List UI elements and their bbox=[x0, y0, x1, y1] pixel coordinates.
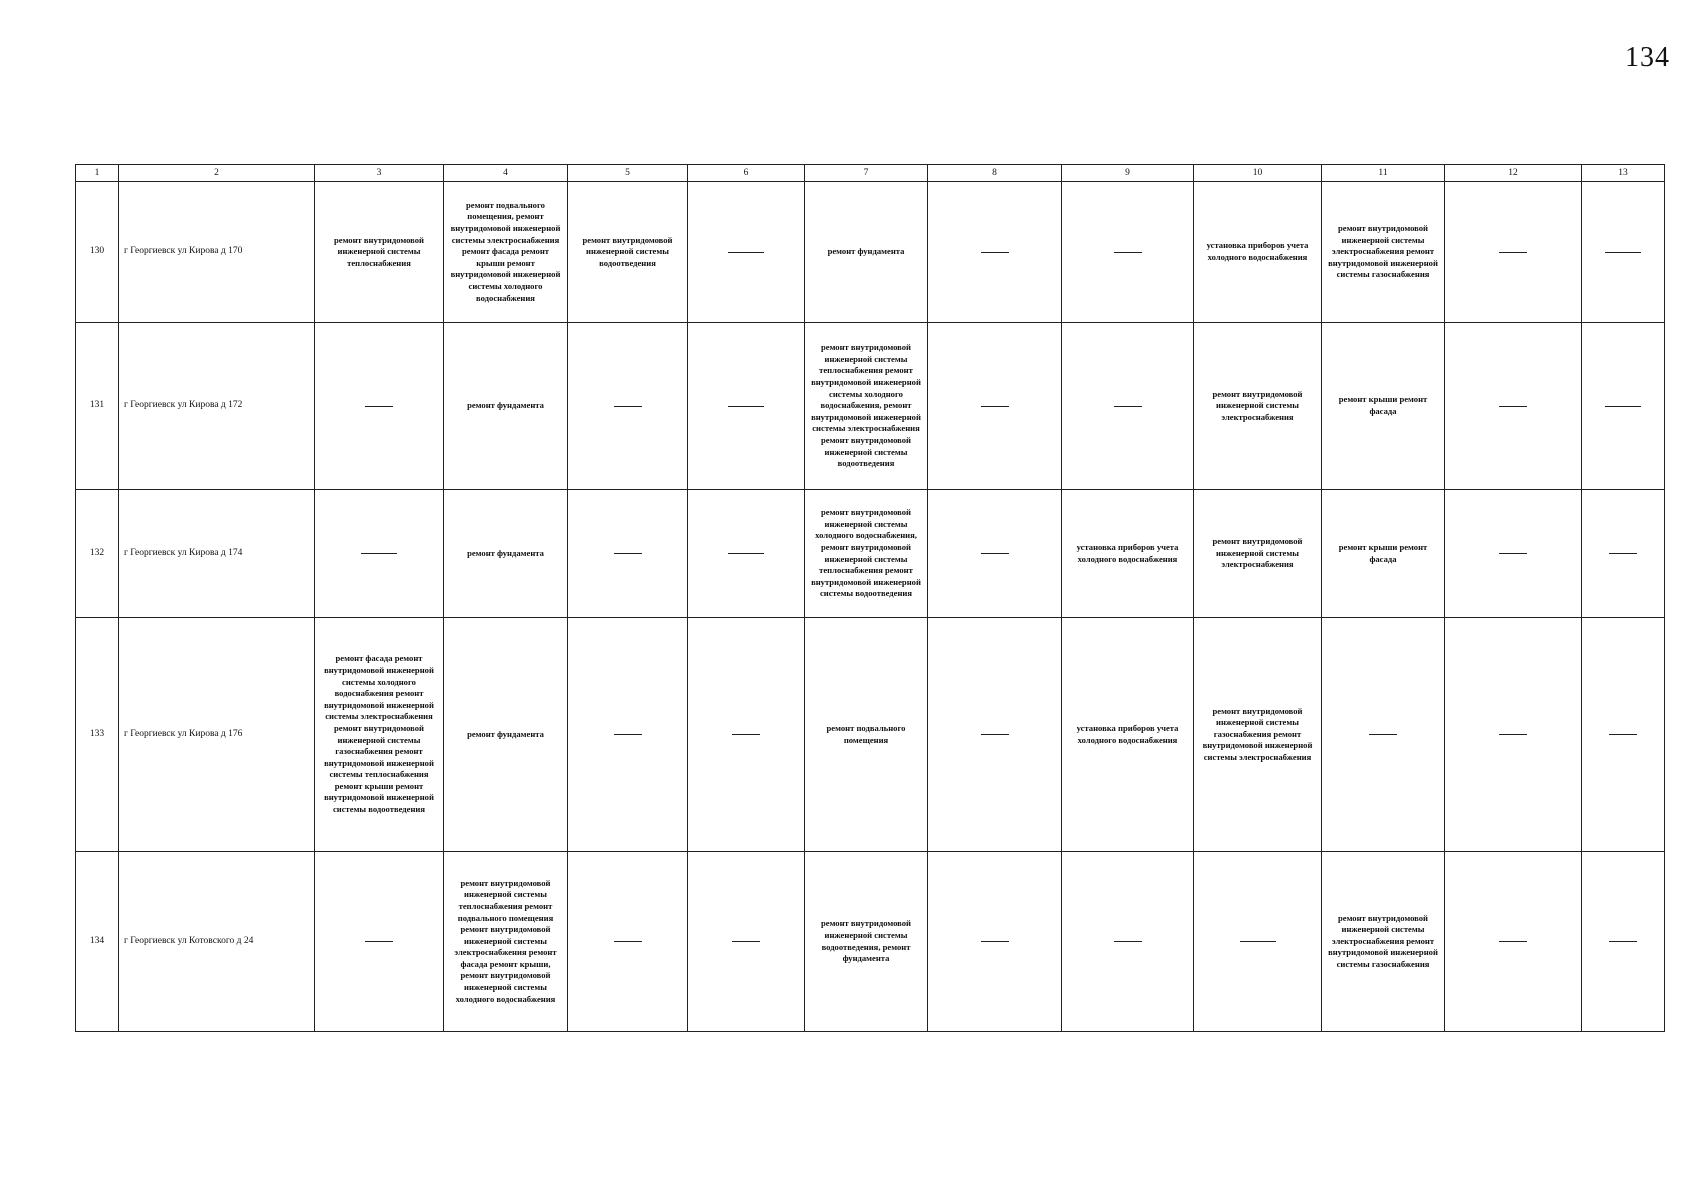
empty-dash-icon bbox=[1114, 406, 1142, 407]
empty-dash-icon bbox=[1369, 734, 1397, 735]
row-address: г Георгиевск ул Кирова д 172 bbox=[119, 323, 315, 490]
header-cell-13: 13 bbox=[1582, 165, 1665, 182]
header-cell-11: 11 bbox=[1322, 165, 1445, 182]
empty-dash-icon bbox=[1499, 734, 1527, 735]
empty-dash-icon bbox=[981, 252, 1009, 253]
work-cell-col-7 bbox=[805, 182, 928, 323]
empty-dash-icon bbox=[1609, 941, 1637, 942]
work-cell-col-5 bbox=[568, 618, 688, 852]
work-cell-col-10 bbox=[1194, 852, 1322, 1032]
header-row bbox=[76, 165, 1665, 182]
work-cell-col-5 bbox=[568, 182, 688, 323]
header-cell-1: 1 bbox=[76, 165, 119, 182]
work-description: ремонт крыши ремонт фасада bbox=[1338, 541, 1428, 564]
empty-dash-icon bbox=[614, 734, 642, 735]
empty-dash-icon bbox=[1114, 252, 1142, 253]
work-cell-col-3 bbox=[315, 490, 444, 618]
row-number: 131 bbox=[76, 323, 119, 490]
row-address: г Георгиевск ул Котовского д 24 bbox=[119, 852, 315, 1032]
empty-dash-icon bbox=[1609, 553, 1637, 554]
work-description: ремонт внутридомовой инженерной системы теплоснабжения ремонт внутридомовой инженерной системы холодного водоснабжения, ремонт внутридомовой инженерной системы электроснабжения ремонт внутридомовой инженерной системы водоотведения bbox=[811, 342, 921, 469]
work-description: ремонт внутридомовой инженерной системы газоснабжения ремонт внутридомовой инженерной системы электроснабжения bbox=[1202, 705, 1313, 762]
work-description: ремонт внутридомовой инженерной системы теплоснабжения ремонт подвального помещения ремонт внутридомовой инженерной системы электроснабжения ремонт фасада ремонт крыши, ремонт внутридомовой инженерной системы холодного водоснабжения bbox=[454, 877, 557, 1004]
work-cell-col-4 bbox=[444, 618, 568, 852]
work-cell-col-10 bbox=[1194, 618, 1322, 852]
work-cell-col-8 bbox=[928, 490, 1062, 618]
work-description: ремонт внутридомовой инженерной системы электроснабжения bbox=[1212, 536, 1303, 570]
row-address: г Георгиевск ул Кирова д 170 bbox=[119, 182, 315, 323]
row-address: г Георгиевск ул Кирова д 176 bbox=[119, 618, 315, 852]
work-cell-col-7 bbox=[805, 618, 928, 852]
work-cell-col-9 bbox=[1062, 852, 1194, 1032]
repair-schedule-table bbox=[75, 164, 1665, 1032]
work-description: ремонт внутридомовой инженерной системы водоотведения bbox=[582, 234, 673, 268]
work-cell-col-9 bbox=[1062, 182, 1194, 323]
work-description: ремонт внутридомовой инженерной системы водоотведения, ремонт фундамента bbox=[820, 918, 912, 964]
work-cell-col-12 bbox=[1445, 618, 1582, 852]
work-description: ремонт внутридомовой инженерной системы холодного водоснабжения, ремонт внутридомовой инженерной системы теплоснабжения ремонт внутридомовой инженерной системы водоотведения bbox=[811, 507, 921, 599]
table-row bbox=[76, 490, 1665, 618]
work-cell-col-12 bbox=[1445, 323, 1582, 490]
work-cell-col-11 bbox=[1322, 490, 1445, 618]
header-cell-7: 7 bbox=[805, 165, 928, 182]
work-cell-col-7 bbox=[805, 323, 928, 490]
row-number: 132 bbox=[76, 490, 119, 618]
work-cell-col-3 bbox=[315, 618, 444, 852]
work-cell-col-3 bbox=[315, 323, 444, 490]
work-description: ремонт внутридомовой инженерной системы теплоснабжения bbox=[333, 234, 425, 268]
work-cell-col-13 bbox=[1582, 618, 1665, 852]
work-cell-col-13 bbox=[1582, 490, 1665, 618]
work-description: установка приборов учета холодного водоснабжения bbox=[1206, 240, 1309, 262]
work-cell-col-3 bbox=[315, 182, 444, 323]
work-cell-col-5 bbox=[568, 490, 688, 618]
table-row bbox=[76, 182, 1665, 323]
header-cell-12: 12 bbox=[1445, 165, 1582, 182]
work-cell-col-7 bbox=[805, 490, 928, 618]
empty-dash-icon bbox=[1499, 941, 1527, 942]
empty-dash-icon bbox=[1605, 252, 1641, 253]
work-cell-col-7 bbox=[805, 852, 928, 1032]
work-description: ремонт подвального помещения, ремонт внутридомовой инженерной системы электроснабжения ремонт фасада ремонт крыши ремонт внутридомовой инженерной системы холодного водоснабжения bbox=[450, 199, 561, 303]
empty-dash-icon bbox=[1499, 406, 1527, 407]
empty-dash-icon bbox=[981, 406, 1009, 407]
work-description: ремонт крыши ремонт фасада bbox=[1338, 394, 1428, 416]
work-description: ремонт фасада ремонт внутридомовой инженерной системы холодного водоснабжения ремонт внутридомовой инженерной системы электроснабжения ремонт внутридомовой инженерной системы газоснабжения ремонт внутридомовой инженерной системы теплоснабжения ремонт крыши ремонт внутридомовой инженерной системы водоотведения bbox=[324, 653, 434, 815]
work-cell-col-12 bbox=[1445, 490, 1582, 618]
header-cell-8: 8 bbox=[928, 165, 1062, 182]
empty-dash-icon bbox=[1499, 553, 1527, 554]
empty-dash-icon bbox=[728, 406, 764, 407]
work-description: ремонт фундамента bbox=[467, 728, 544, 739]
work-cell-col-9 bbox=[1062, 323, 1194, 490]
row-number: 130 bbox=[76, 182, 119, 323]
work-cell-col-4 bbox=[444, 852, 568, 1032]
empty-dash-icon bbox=[361, 553, 397, 554]
empty-dash-icon bbox=[1240, 941, 1276, 942]
work-cell-col-13 bbox=[1582, 182, 1665, 323]
work-description: установка приборов учета холодного водоснабжения bbox=[1076, 541, 1179, 564]
work-description: ремонт подвального помещения bbox=[826, 722, 906, 745]
empty-dash-icon bbox=[1605, 406, 1641, 407]
work-cell-col-10 bbox=[1194, 490, 1322, 618]
work-description: ремонт внутридомовой инженерной системы электроснабжения ремонт внутридомовой инженерной системы газоснабжения bbox=[1328, 912, 1438, 969]
work-cell-col-6 bbox=[688, 490, 805, 618]
work-cell-col-6 bbox=[688, 182, 805, 323]
work-cell-col-9 bbox=[1062, 618, 1194, 852]
header-cell-4: 4 bbox=[444, 165, 568, 182]
row-number: 133 bbox=[76, 618, 119, 852]
empty-dash-icon bbox=[1499, 252, 1527, 253]
empty-dash-icon bbox=[981, 941, 1009, 942]
empty-dash-icon bbox=[728, 252, 764, 253]
empty-dash-icon bbox=[1609, 734, 1637, 735]
work-cell-col-6 bbox=[688, 852, 805, 1032]
page-number: 134 bbox=[1625, 42, 1670, 73]
work-cell-col-11 bbox=[1322, 852, 1445, 1032]
header-cell-10: 10 bbox=[1194, 165, 1322, 182]
work-description: ремонт внутридомовой инженерной системы электроснабжения ремонт внутридомовой инженерной системы газоснабжения bbox=[1328, 223, 1438, 280]
header-cell-5: 5 bbox=[568, 165, 688, 182]
empty-dash-icon bbox=[732, 734, 760, 735]
header-cell-6: 6 bbox=[688, 165, 805, 182]
work-cell-col-12 bbox=[1445, 852, 1582, 1032]
work-cell-col-13 bbox=[1582, 852, 1665, 1032]
table-row bbox=[76, 852, 1665, 1032]
table-row bbox=[76, 323, 1665, 490]
work-cell-col-6 bbox=[688, 323, 805, 490]
work-cell-col-11 bbox=[1322, 618, 1445, 852]
work-cell-col-3 bbox=[315, 852, 444, 1032]
work-cell-col-8 bbox=[928, 618, 1062, 852]
header-cell-2: 2 bbox=[119, 165, 315, 182]
row-number: 134 bbox=[76, 852, 119, 1032]
work-cell-col-13 bbox=[1582, 323, 1665, 490]
empty-dash-icon bbox=[981, 553, 1009, 554]
work-cell-col-8 bbox=[928, 323, 1062, 490]
work-description: ремонт внутридомовой инженерной системы электроснабжения bbox=[1212, 388, 1303, 422]
work-cell-col-4 bbox=[444, 490, 568, 618]
row-address: г Георгиевск ул Кирова д 174 bbox=[119, 490, 315, 618]
work-cell-col-8 bbox=[928, 182, 1062, 323]
empty-dash-icon bbox=[614, 941, 642, 942]
work-description: ремонт фундамента bbox=[467, 547, 544, 558]
work-description: установка приборов учета холодного водоснабжения bbox=[1076, 722, 1179, 745]
work-description: ремонт фундамента bbox=[827, 246, 905, 257]
work-cell-col-5 bbox=[568, 323, 688, 490]
empty-dash-icon bbox=[1114, 941, 1142, 942]
empty-dash-icon bbox=[732, 941, 760, 942]
work-cell-col-6 bbox=[688, 618, 805, 852]
work-cell-col-4 bbox=[444, 182, 568, 323]
empty-dash-icon bbox=[365, 406, 393, 407]
work-cell-col-5 bbox=[568, 852, 688, 1032]
work-cell-col-11 bbox=[1322, 323, 1445, 490]
table-row bbox=[76, 618, 1665, 852]
work-cell-col-9 bbox=[1062, 490, 1194, 618]
work-cell-col-10 bbox=[1194, 323, 1322, 490]
empty-dash-icon bbox=[614, 406, 642, 407]
work-cell-col-8 bbox=[928, 852, 1062, 1032]
work-cell-col-12 bbox=[1445, 182, 1582, 323]
header-cell-9: 9 bbox=[1062, 165, 1194, 182]
empty-dash-icon bbox=[981, 734, 1009, 735]
work-cell-col-4 bbox=[444, 323, 568, 490]
empty-dash-icon bbox=[614, 553, 642, 554]
work-description: ремонт фундамента bbox=[467, 400, 544, 411]
header-cell-3: 3 bbox=[315, 165, 444, 182]
work-cell-col-11 bbox=[1322, 182, 1445, 323]
empty-dash-icon bbox=[365, 941, 393, 942]
work-cell-col-10 bbox=[1194, 182, 1322, 323]
empty-dash-icon bbox=[728, 553, 764, 554]
